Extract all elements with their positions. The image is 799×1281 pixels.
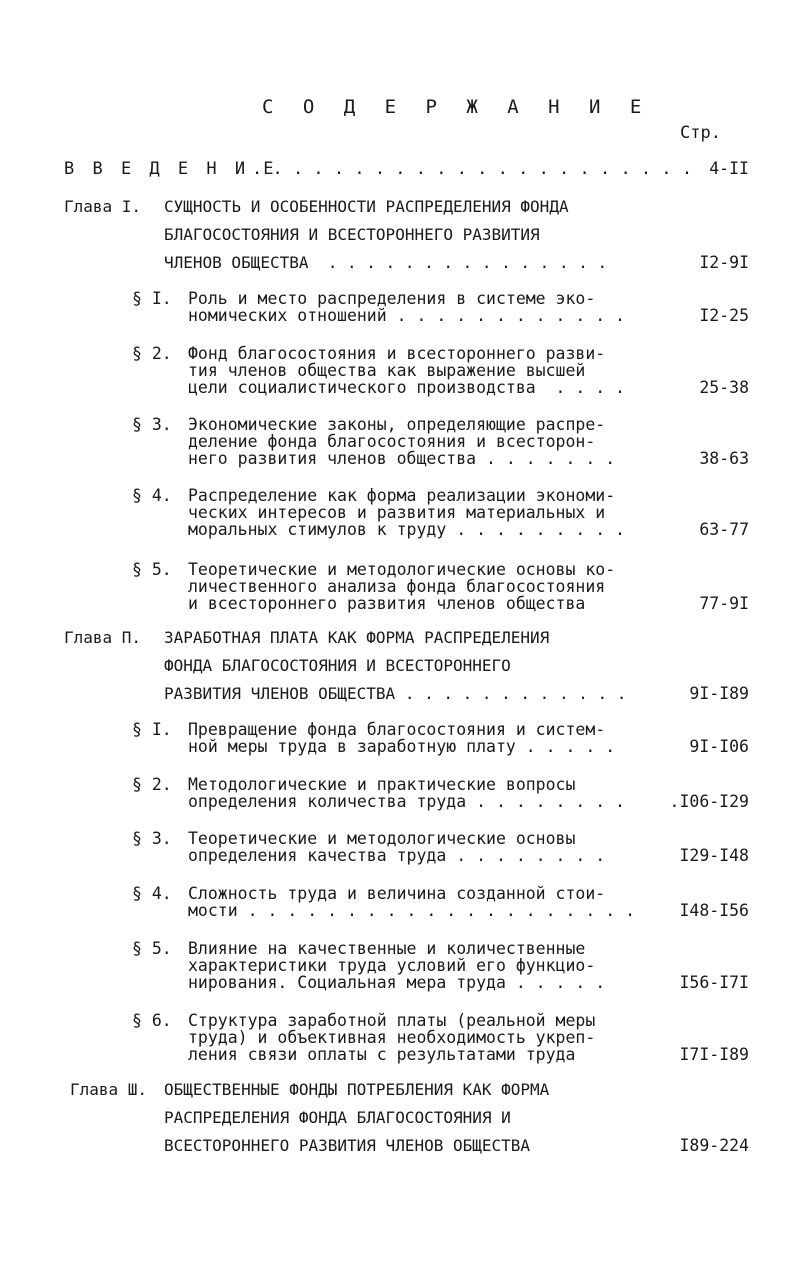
section-number: § 6.	[132, 1011, 172, 1030]
section-title-line: Структура заработной платы (реальной меры	[188, 1011, 596, 1030]
section-title-line: личественного анализа фонда благосостояния	[188, 577, 606, 596]
section-title-line: тия членов общества как выражение высшей	[188, 361, 586, 380]
section-title-line: определения количества труда . . . . . . . .	[188, 792, 626, 811]
page-column-label: Стр.	[680, 123, 721, 143]
section-pages: 25-38	[699, 378, 749, 397]
page-title: С О Д Е Р Ж А Н И Е	[262, 96, 651, 118]
section-title-line: ления связи оплаты с результатами труда	[188, 1045, 576, 1064]
section-title-line: и всестороннего развития членов общества	[188, 594, 586, 613]
section-number: § 4.	[132, 884, 172, 903]
section-title-line: Превращение фонда благосостояния и систем-	[188, 720, 606, 739]
section-pages: 77-9I	[699, 594, 749, 613]
section-title-line: нирования. Социальная мера труда . . . . .	[188, 973, 606, 992]
chapter-pages: I2-9I	[699, 253, 749, 272]
section-pages: I29-I48	[679, 846, 749, 865]
section-title-line: моральных стимулов к труду . . . . . . . . .	[188, 520, 626, 539]
section-title-line: Сложность труда и величина созданной стои-	[188, 884, 606, 903]
intro-dots: . . . . . . . . . . . . . . . . . . . . . .	[252, 159, 693, 179]
chapter-pages: I89-224	[679, 1136, 749, 1155]
chapter-title-line: ВСЕСТОРОННЕГО РАЗВИТИЯ ЧЛЕНОВ ОБЩЕСТВА	[164, 1136, 531, 1155]
section-title-line: Теоретические и методологические основы ко-	[188, 560, 616, 579]
section-title-line: характеристики труда условий его функцио-	[188, 956, 596, 975]
section-title-line: номических отношений . . . . . . . . . . . .	[188, 306, 626, 325]
section-pages: 38-63	[699, 449, 749, 468]
section-title-line: мости . . . . . . . . . . . . . . . . . . . .	[188, 901, 636, 920]
section-number: § 3.	[132, 415, 172, 434]
section-title-line: Роль и место распределения в системе эко-	[188, 289, 596, 308]
intro-pages: 4-II	[709, 159, 749, 178]
section-title-line: Методологические и практические вопросы	[188, 775, 576, 794]
chapter-label: Глава Ш.	[70, 1080, 148, 1099]
section-title-line: определения качества труда . . . . . . . .	[188, 846, 606, 865]
section-title-line: ной меры труда в заработную плату . . . . .	[188, 737, 616, 756]
chapter-title-line: ФОНДА БЛАГОСОСТОЯНИЯ И ВСЕСТОРОННЕГО	[164, 656, 511, 675]
chapter-title-line: БЛАГОСОСТОЯНИЯ И ВСЕСТОРОННЕГО РАЗВИТИЯ	[164, 225, 540, 244]
section-pages: 63-77	[699, 520, 749, 539]
chapter-title-line: ЧЛЕНОВ ОБЩЕСТВА . . . . . . . . . . . . . . .	[164, 253, 608, 272]
chapter-title-line: ОБЩЕСТВЕННЫЕ ФОНДЫ ПОТРЕБЛЕНИЯ КАК ФОРМА	[164, 1080, 550, 1099]
section-title-line: Влияние на качественные и количественные	[188, 939, 586, 958]
section-number: § 4.	[132, 486, 172, 505]
section-pages: I2-25	[699, 306, 749, 325]
section-pages: I7I-I89	[679, 1045, 749, 1064]
section-title-line: ческих интересов и развития материальных и	[188, 503, 606, 522]
section-number: § 2.	[132, 775, 172, 794]
section-title-line: Распределение как форма реализации экономи-	[188, 486, 616, 505]
section-title-line: него развития членов общества . . . . . . .	[188, 449, 616, 468]
chapter-title-line: ЗАРАБОТНАЯ ПЛАТА КАК ФОРМА РАСПРЕДЕЛЕНИЯ	[164, 628, 550, 647]
section-number: § 5.	[132, 560, 172, 579]
section-number: § 2.	[132, 344, 172, 363]
section-number: § I.	[132, 720, 172, 739]
section-pages: .I06-I29	[669, 792, 749, 811]
section-pages: 9I-I06	[689, 737, 749, 756]
section-title-line: Фонд благосостояния и всестороннего разви-	[188, 344, 606, 363]
section-number: § 5.	[132, 939, 172, 958]
chapter-label: Глава П.	[64, 628, 142, 647]
section-number: § 3.	[132, 829, 172, 848]
section-title-line: Теоретические и методологические основы	[188, 829, 576, 848]
section-title-line: деление фонда благосостояния и всесторон-	[188, 432, 596, 451]
section-pages: I48-I56	[679, 901, 749, 920]
chapter-title-line: СУЩНОСТЬ И ОСОБЕННОСТИ РАСПРЕДЕЛЕНИЯ ФОНДА	[164, 197, 569, 216]
chapter-title-line: РАСПРЕДЕЛЕНИЯ ФОНДА БЛАГОСОСТОЯНИЯ И	[164, 1108, 511, 1127]
section-number: § I.	[132, 289, 172, 308]
section-pages: I56-I7I	[679, 973, 749, 992]
chapter-title-line: РАЗВИТИЯ ЧЛЕНОВ ОБЩЕСТВА . . . . . . . . . . . .	[164, 684, 627, 703]
section-title-line: труда) и объективная необходимость укреп-	[188, 1028, 596, 1047]
chapter-pages: 9I-I89	[689, 684, 749, 703]
section-title-line: Экономические законы, определяющие распре-	[188, 415, 606, 434]
section-title-line: цели социалистического производства . . . .	[188, 378, 626, 397]
chapter-label: Глава I.	[64, 197, 142, 216]
intro-label: В В Е Д Е Н И Е	[64, 159, 278, 179]
